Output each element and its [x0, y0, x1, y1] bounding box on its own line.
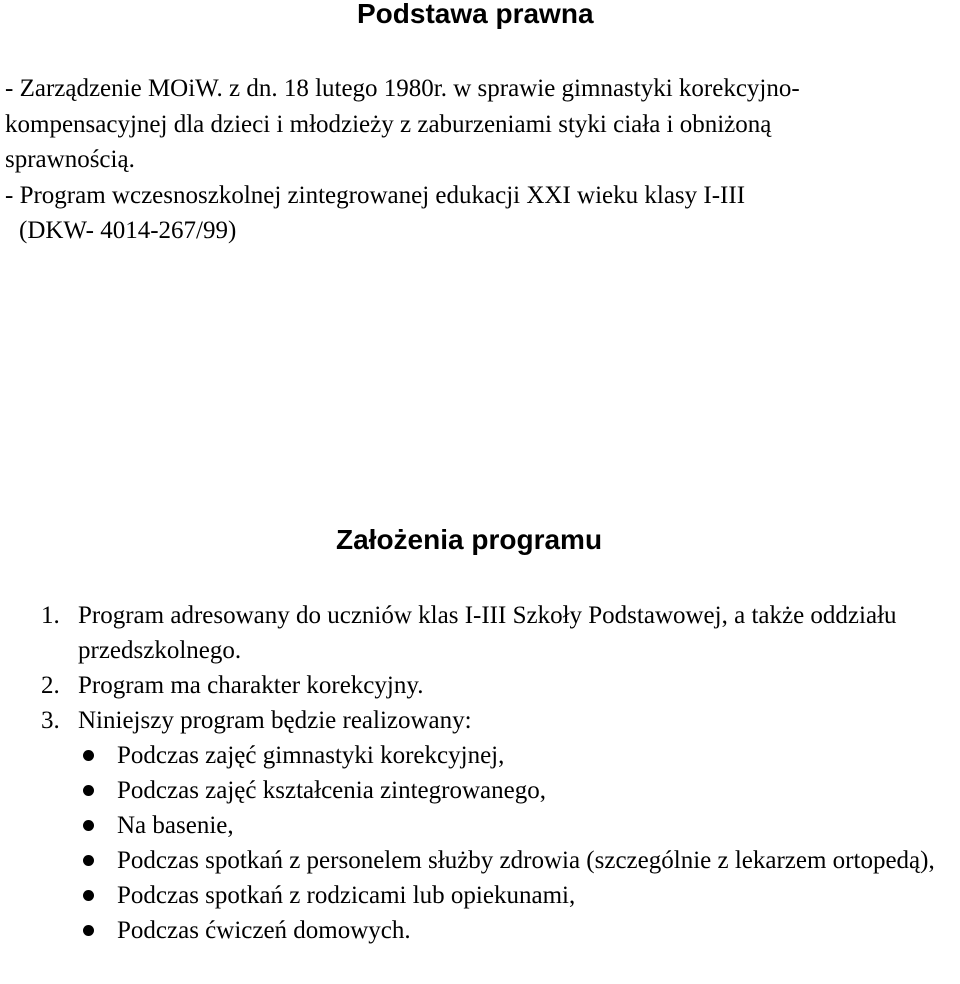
- legal-basis-line: (DKW- 4014-267/99): [19, 217, 237, 244]
- numbered-item: [41, 598, 960, 668]
- list-item: [41, 808, 960, 843]
- list-item-text: Podczas spotkań z rodzicami lub opiekunami,: [117, 882, 576, 909]
- list-item-text: Podczas zajęć kształcenia zintegrowanego,: [117, 777, 546, 804]
- list-item-text: Podczas spotkań z personelem służby zdrowia (szczególnie z lekarzem ortopedą),: [117, 847, 935, 874]
- bullet-icon: [83, 750, 94, 761]
- bullet-icon: [83, 820, 94, 831]
- item-text: Program ma charakter korekcyjny.: [78, 672, 424, 699]
- list-item-text: Podczas ćwiczeń domowych.: [117, 917, 411, 944]
- bullet-icon: [83, 925, 94, 936]
- list-item: [41, 738, 960, 773]
- item-text: Program adresowany do uczniów klas I-III Szkoły Podstawowej, a także oddziału przedszkolnego.: [78, 602, 897, 664]
- list-item-text: Podczas zajęć gimnastyki korekcyjnej,: [117, 742, 505, 769]
- item-number: 3.: [41, 707, 60, 734]
- program-assumptions-section: [41, 598, 960, 948]
- bullet-icon: [83, 855, 94, 866]
- list-item: [41, 878, 960, 913]
- legal-basis-line: sprawnością.: [5, 146, 135, 173]
- legal-basis-line: kompensacyjnej dla dzieci i młodzieży z zaburzeniami styki ciała i obniżoną: [5, 110, 772, 138]
- item-number: 2.: [41, 672, 60, 699]
- item-number: 1.: [41, 602, 60, 629]
- bullet-list: [41, 738, 960, 948]
- list-item-text: Na basenie,: [117, 812, 234, 839]
- legal-basis-heading: Podstawa prawna: [357, 0, 594, 29]
- legal-basis-line: - Program wczesnoszkolnej zintegrowanej edukacji XXI wieku klasy I-III: [5, 181, 746, 209]
- bullet-icon: [83, 890, 94, 901]
- item-text: Niniejszy program będzie realizowany:: [78, 707, 472, 734]
- list-item: [41, 843, 960, 878]
- legal-basis-section: [5, 71, 955, 249]
- list-item: [41, 913, 960, 948]
- numbered-item: [41, 703, 960, 738]
- list-item: [41, 773, 960, 808]
- bullet-icon: [83, 785, 94, 796]
- program-assumptions-heading: Założenia programu: [336, 524, 603, 555]
- legal-basis-line: - Zarządzenie MOiW. z dn. 18 lutego 1980r. w sprawie gimnastyki korekcyjno-: [5, 75, 800, 102]
- numbered-item: [41, 668, 960, 703]
